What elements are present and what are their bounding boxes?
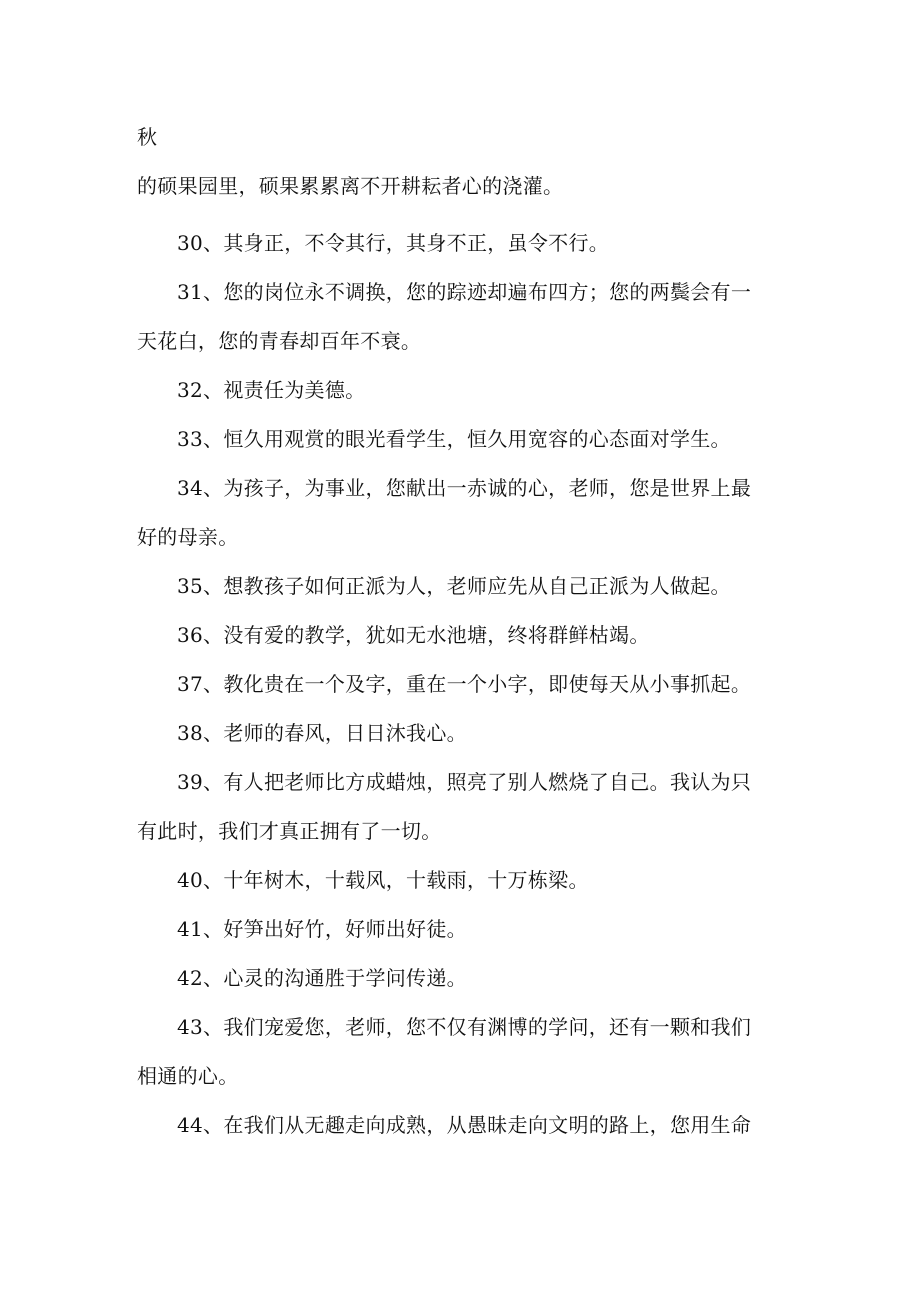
text-line-4: 31、您的岗位永不调换，您的踪迹却遍布四方；您的两鬓会有一 <box>177 280 752 304</box>
text-line-13: 38、老师的春风，日日沐我心。 <box>177 721 467 745</box>
text-line-1: 秋 <box>137 125 158 149</box>
text-line-16: 40、十年树木，十载风，十载雨，十万栋梁。 <box>177 868 589 892</box>
text-line-21: 44、在我们从无趣走向成熟，从愚昧走向文明的路上，您用生命 <box>177 1113 752 1137</box>
text-line-3: 30、其身正，不令其行，其身不正，虽令不行。 <box>177 231 610 255</box>
text-line-17: 41、好笋出好竹，好师出好徒。 <box>177 917 467 941</box>
text-line-20: 相通的心。 <box>137 1064 239 1088</box>
text-line-6: 32、视责任为美德。 <box>177 378 366 402</box>
text-line-2: 的硕果园里，硕果累累离不开耕耘者心的浇灌。 <box>137 174 564 198</box>
text-line-19: 43、我们宠爱您，老师，您不仅有渊博的学问，还有一颗和我们 <box>177 1015 752 1039</box>
text-line-10: 35、想教孩子如何正派为人，老师应先从自己正派为人做起。 <box>177 574 731 598</box>
text-line-18: 42、心灵的沟通胜于学问传递。 <box>177 966 467 990</box>
text-line-11: 36、没有爱的教学，犹如无水池塘，终将群鲜枯竭。 <box>177 623 650 647</box>
text-line-9: 好的母亲。 <box>137 525 239 549</box>
text-line-5: 天花白，您的青春却百年不衰。 <box>137 329 422 353</box>
text-line-12: 37、教化贵在一个及字，重在一个小字，即使每天从小事抓起。 <box>177 672 752 696</box>
paragraph-gap <box>137 211 787 219</box>
text-line-8: 34、为孩子，为事业，您献出一赤诚的心，老师，您是世界上最 <box>177 476 752 500</box>
text-line-7: 33、恒久用观赏的眼光看学生，恒久用宽容的心态面对学生。 <box>177 427 731 451</box>
document-body <box>137 113 787 1150</box>
text-line-14: 39、有人把老师比方成蜡烛，照亮了别人燃烧了自己。我认为只 <box>177 770 752 794</box>
text-line-15: 有此时，我们才真正拥有了一切。 <box>137 819 442 843</box>
